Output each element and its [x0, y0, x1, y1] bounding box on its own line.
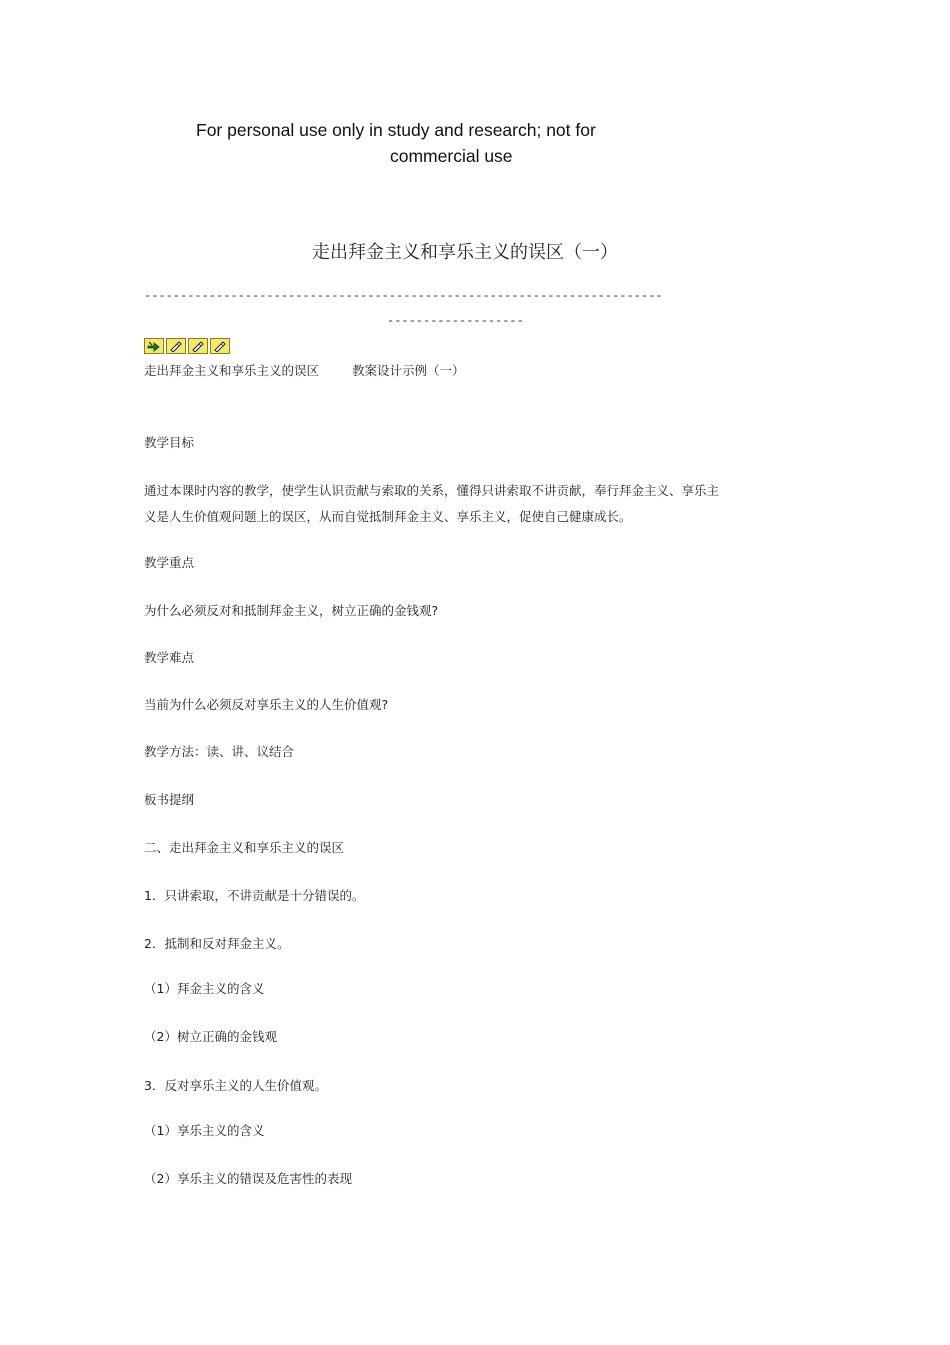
outline-item-3-1: （1）享乐主义的含义 [144, 1123, 265, 1138]
outline-item-3: 3．反对享乐主义的人生价值观。 [144, 1078, 327, 1093]
pencil-icon[interactable] [210, 338, 230, 354]
key-point-heading: 教学重点 [144, 555, 195, 570]
goal-text-line-1: 通过本课时内容的教学，使学生认识贡献与索取的关系，懂得只讲索取不讲贡献，奉行拜金主义、享乐主 [144, 483, 720, 498]
outline-item-1: 1．只讲索取，不讲贡献是十分错误的。 [144, 888, 365, 903]
goal-heading: 教学目标 [144, 435, 195, 450]
outline-item-3-2: （2）享乐主义的错误及危害性的表现 [144, 1171, 352, 1186]
difficulty-heading: 教学难点 [144, 650, 195, 665]
outline-heading: 板书提纲 [144, 792, 195, 807]
key-point-text: 为什么必须反对和抵制拜金主义，树立正确的金钱观? [144, 603, 439, 618]
goal-text-line-2: 义是人生价值观问题上的误区，从而自觉抵制拜金主义、享乐主义，促使自己健康成长。 [144, 509, 632, 524]
pencil-icon[interactable] [188, 338, 208, 354]
outline-title: 二、走出拜金主义和享乐主义的误区 [144, 840, 345, 855]
header-line-left: 走出拜金主义和享乐主义的误区 [144, 363, 320, 378]
outline-item-2-2: （2）树立正确的金钱观 [144, 1029, 277, 1044]
pencil-icon[interactable] [166, 338, 186, 354]
outline-item-2: 2．抵制和反对拜金主义。 [144, 936, 290, 951]
header-line-right: 教案设计示例（一） [352, 363, 465, 378]
arrow-pencil-icon[interactable] [144, 338, 164, 354]
outline-item-2-1: （1）拜金主义的含义 [144, 981, 265, 996]
page-title: 走出拜金主义和享乐主义的误区（一） [312, 242, 618, 263]
disclaimer-line-2: commercial use [390, 146, 513, 166]
teaching-method: 教学方法：读、讲、议结合 [144, 744, 295, 759]
toolbar-icons [144, 338, 230, 354]
separator-line-2: ------------------- [387, 314, 524, 328]
disclaimer-line-1: For personal use only in study and research; not for [196, 120, 596, 140]
separator-line-1: ------------------------------------------------------------------------ [144, 289, 663, 303]
difficulty-text: 当前为什么必须反对享乐主义的人生价值观? [144, 697, 389, 712]
